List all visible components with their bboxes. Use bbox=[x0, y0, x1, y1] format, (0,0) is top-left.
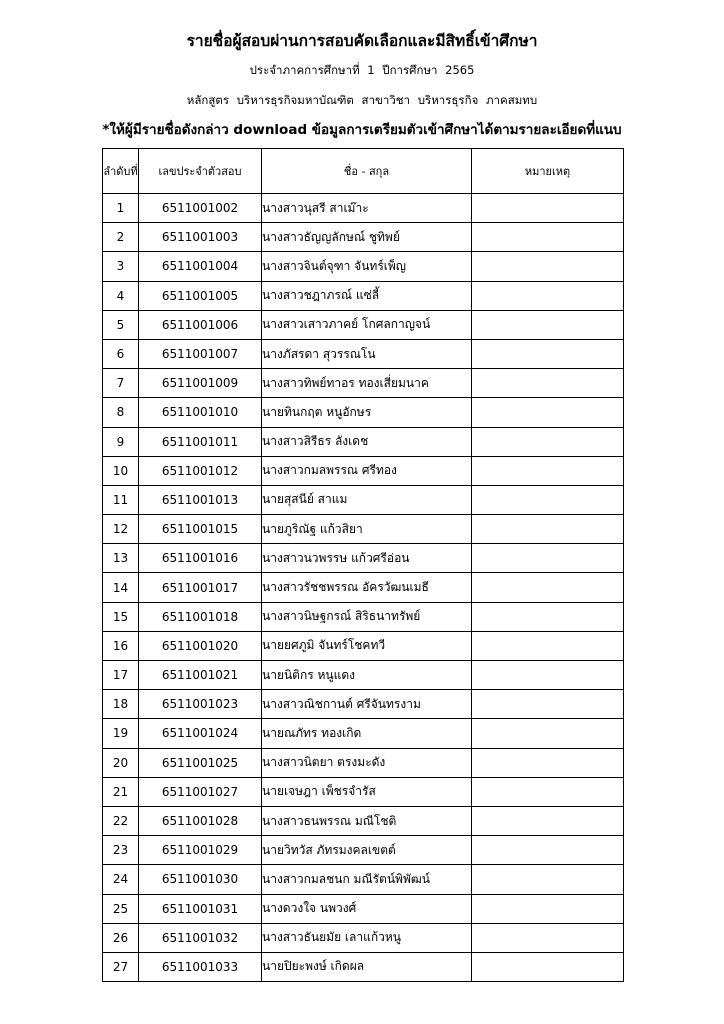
row-exam-id: 6511001004 bbox=[139, 252, 262, 281]
row-full-name: นางสาวสิรีธร ลังเดช bbox=[262, 427, 472, 456]
row-remark bbox=[472, 777, 624, 806]
row-remark bbox=[472, 631, 624, 660]
row-order-number: 11 bbox=[103, 485, 139, 514]
row-order-number: 21 bbox=[103, 777, 139, 806]
row-full-name: นางสาวเสาวภาคย์ โกศลกาญจน์ bbox=[262, 310, 472, 339]
row-remark bbox=[472, 398, 624, 427]
row-exam-id: 6511001005 bbox=[139, 281, 262, 310]
student-list-table bbox=[102, 148, 624, 982]
row-exam-id: 6511001011 bbox=[139, 427, 262, 456]
row-exam-id: 6511001003 bbox=[139, 223, 262, 252]
row-order-number: 2 bbox=[103, 223, 139, 252]
table-row bbox=[103, 281, 624, 310]
table-row bbox=[103, 398, 624, 427]
row-order-number: 3 bbox=[103, 252, 139, 281]
table-row bbox=[103, 194, 624, 223]
row-exam-id: 6511001006 bbox=[139, 310, 262, 339]
row-full-name: นายภูริณัฐ แก้วสิยา bbox=[262, 515, 472, 544]
row-exam-id: 6511001021 bbox=[139, 661, 262, 690]
table-row bbox=[103, 690, 624, 719]
row-full-name: นายทินกฤต หนูอักษร bbox=[262, 398, 472, 427]
row-full-name: นายเจษฎา เพ็ชรจำรัส bbox=[262, 777, 472, 806]
row-order-number: 15 bbox=[103, 602, 139, 631]
table-row bbox=[103, 485, 624, 514]
row-remark bbox=[472, 894, 624, 923]
row-order-number: 24 bbox=[103, 865, 139, 894]
row-order-number: 25 bbox=[103, 894, 139, 923]
row-full-name: นางสาวกมลชนก มณีรัตน์พิพัฒน์ bbox=[262, 865, 472, 894]
row-full-name: นางภัสรดา สุวรรณโน bbox=[262, 339, 472, 368]
row-full-name: นางสาวธนพรรณ มณีโชติ bbox=[262, 806, 472, 835]
row-order-number: 23 bbox=[103, 836, 139, 865]
row-full-name: นางดวงใจ นพวงศ์ bbox=[262, 894, 472, 923]
row-full-name: นายนิติกร หนูแดง bbox=[262, 661, 472, 690]
row-exam-id: 6511001023 bbox=[139, 690, 262, 719]
table-body bbox=[103, 194, 624, 982]
table-row bbox=[103, 836, 624, 865]
row-exam-id: 6511001007 bbox=[139, 339, 262, 368]
table-row bbox=[103, 310, 624, 339]
table-row bbox=[103, 894, 624, 923]
row-full-name: นางสาวกมลพรรณ ศรีทอง bbox=[262, 456, 472, 485]
row-remark bbox=[472, 661, 624, 690]
row-full-name: นางสาวธัญญลักษณ์ ชูทิพย์ bbox=[262, 223, 472, 252]
column-header-remark: หมายเหตุ bbox=[472, 149, 624, 194]
row-exam-id: 6511001012 bbox=[139, 456, 262, 485]
row-exam-id: 6511001009 bbox=[139, 369, 262, 398]
row-exam-id: 6511001032 bbox=[139, 923, 262, 952]
table-row bbox=[103, 573, 624, 602]
row-exam-id: 6511001013 bbox=[139, 485, 262, 514]
row-remark bbox=[472, 281, 624, 310]
row-remark bbox=[472, 748, 624, 777]
row-exam-id: 6511001033 bbox=[139, 952, 262, 981]
row-exam-id: 6511001028 bbox=[139, 806, 262, 835]
row-full-name: นายสุสนีย์ สาแม bbox=[262, 485, 472, 514]
page-title: รายชื่อผู้สอบผ่านการสอบคัดเลือกและมีสิทธิ์เข้าศึกษา bbox=[186, 32, 538, 50]
row-order-number: 18 bbox=[103, 690, 139, 719]
column-header-order: ลำดับที่ bbox=[103, 149, 139, 194]
row-remark bbox=[472, 310, 624, 339]
row-order-number: 20 bbox=[103, 748, 139, 777]
row-remark bbox=[472, 690, 624, 719]
row-remark bbox=[472, 836, 624, 865]
row-order-number: 8 bbox=[103, 398, 139, 427]
column-header-exam-id: เลขประจำตัวสอบ bbox=[139, 149, 262, 194]
table-row bbox=[103, 602, 624, 631]
table-row bbox=[103, 719, 624, 748]
row-exam-id: 6511001029 bbox=[139, 836, 262, 865]
row-remark bbox=[472, 719, 624, 748]
program-line: หลักสูตร บริหารธุรกิจมหาบัณฑิต สาขาวิชา บริหารธุรกิจ ภาคสมทบ bbox=[186, 93, 538, 107]
row-remark bbox=[472, 456, 624, 485]
row-full-name: นางสาวรัชชพรรณ อัครวัฒนเมธี bbox=[262, 573, 472, 602]
table-row bbox=[103, 544, 624, 573]
row-remark bbox=[472, 952, 624, 981]
row-order-number: 22 bbox=[103, 806, 139, 835]
row-exam-id: 6511001025 bbox=[139, 748, 262, 777]
row-full-name: นางสาวทิพย์ทาอร ทองเสี่ยมนาค bbox=[262, 369, 472, 398]
row-order-number: 19 bbox=[103, 719, 139, 748]
semester-line: ประจำภาคการศึกษาที่ 1 ปีการศึกษา 2565 bbox=[249, 63, 475, 77]
row-remark bbox=[472, 194, 624, 223]
row-order-number: 9 bbox=[103, 427, 139, 456]
row-remark bbox=[472, 573, 624, 602]
row-exam-id: 6511001031 bbox=[139, 894, 262, 923]
row-full-name: นายวิทวัส ภัทรมงคลเขตต์ bbox=[262, 836, 472, 865]
table-row bbox=[103, 252, 624, 281]
row-full-name: นางสาวธันยมัย เลาแก้วหนู bbox=[262, 923, 472, 952]
row-order-number: 12 bbox=[103, 515, 139, 544]
table-row bbox=[103, 369, 624, 398]
row-remark bbox=[472, 544, 624, 573]
row-exam-id: 6511001010 bbox=[139, 398, 262, 427]
row-remark bbox=[472, 223, 624, 252]
row-remark bbox=[472, 252, 624, 281]
row-remark bbox=[472, 427, 624, 456]
table-row bbox=[103, 777, 624, 806]
row-remark bbox=[472, 923, 624, 952]
row-full-name: นางสาวจินต์จุฑา จันทร์เพ็ญ bbox=[262, 252, 472, 281]
row-order-number: 16 bbox=[103, 631, 139, 660]
row-exam-id: 6511001016 bbox=[139, 544, 262, 573]
table-row bbox=[103, 865, 624, 894]
table-row bbox=[103, 952, 624, 981]
row-order-number: 17 bbox=[103, 661, 139, 690]
table-row bbox=[103, 456, 624, 485]
row-full-name: นางสาวนวพรรษ แก้วศรีอ่อน bbox=[262, 544, 472, 573]
table-row bbox=[103, 339, 624, 368]
row-exam-id: 6511001017 bbox=[139, 573, 262, 602]
row-full-name: นายปิยะพงษ์ เกิดผล bbox=[262, 952, 472, 981]
row-remark bbox=[472, 339, 624, 368]
table-row bbox=[103, 427, 624, 456]
table-row bbox=[103, 515, 624, 544]
download-notice: *ให้ผู้มีรายชื่อดังกล่าว download ข้อมูลการเตรียมตัวเข้าศึกษาได้ตามรายละเอียดที่แนบ bbox=[102, 122, 622, 138]
row-exam-id: 6511001020 bbox=[139, 631, 262, 660]
row-full-name: นางสาวนิษฐกรณ์ สิริธนาทรัพย์ bbox=[262, 602, 472, 631]
row-order-number: 7 bbox=[103, 369, 139, 398]
row-remark bbox=[472, 806, 624, 835]
row-exam-id: 6511001018 bbox=[139, 602, 262, 631]
row-order-number: 13 bbox=[103, 544, 139, 573]
row-remark bbox=[472, 602, 624, 631]
row-order-number: 5 bbox=[103, 310, 139, 339]
row-order-number: 1 bbox=[103, 194, 139, 223]
row-full-name: นางสาวนุสรี สาเม๊าะ bbox=[262, 194, 472, 223]
row-order-number: 27 bbox=[103, 952, 139, 981]
table-header-row bbox=[103, 149, 624, 194]
row-order-number: 4 bbox=[103, 281, 139, 310]
table-row bbox=[103, 223, 624, 252]
row-full-name: นางสาวชฎาภรณ์ แซ่ลี้ bbox=[262, 281, 472, 310]
row-remark bbox=[472, 865, 624, 894]
row-full-name: นายยศภูมิ จันทร์โชคทวี bbox=[262, 631, 472, 660]
row-exam-id: 6511001002 bbox=[139, 194, 262, 223]
row-exam-id: 6511001030 bbox=[139, 865, 262, 894]
row-remark bbox=[472, 369, 624, 398]
row-full-name: นายณภัทร ทองเกิด bbox=[262, 719, 472, 748]
row-order-number: 6 bbox=[103, 339, 139, 368]
table-row bbox=[103, 661, 624, 690]
row-order-number: 10 bbox=[103, 456, 139, 485]
row-order-number: 14 bbox=[103, 573, 139, 602]
row-order-number: 26 bbox=[103, 923, 139, 952]
row-remark bbox=[472, 515, 624, 544]
row-full-name: นางสาวนิตยา ตรงมะดัง bbox=[262, 748, 472, 777]
table-row bbox=[103, 806, 624, 835]
column-header-name: ชื่อ - สกุล bbox=[262, 149, 472, 194]
table-row bbox=[103, 748, 624, 777]
row-remark bbox=[472, 485, 624, 514]
row-exam-id: 6511001015 bbox=[139, 515, 262, 544]
table-row bbox=[103, 631, 624, 660]
row-exam-id: 6511001027 bbox=[139, 777, 262, 806]
row-full-name: นางสาวณิชกานต์ ศรีจันทรงาม bbox=[262, 690, 472, 719]
table-row bbox=[103, 923, 624, 952]
row-exam-id: 6511001024 bbox=[139, 719, 262, 748]
